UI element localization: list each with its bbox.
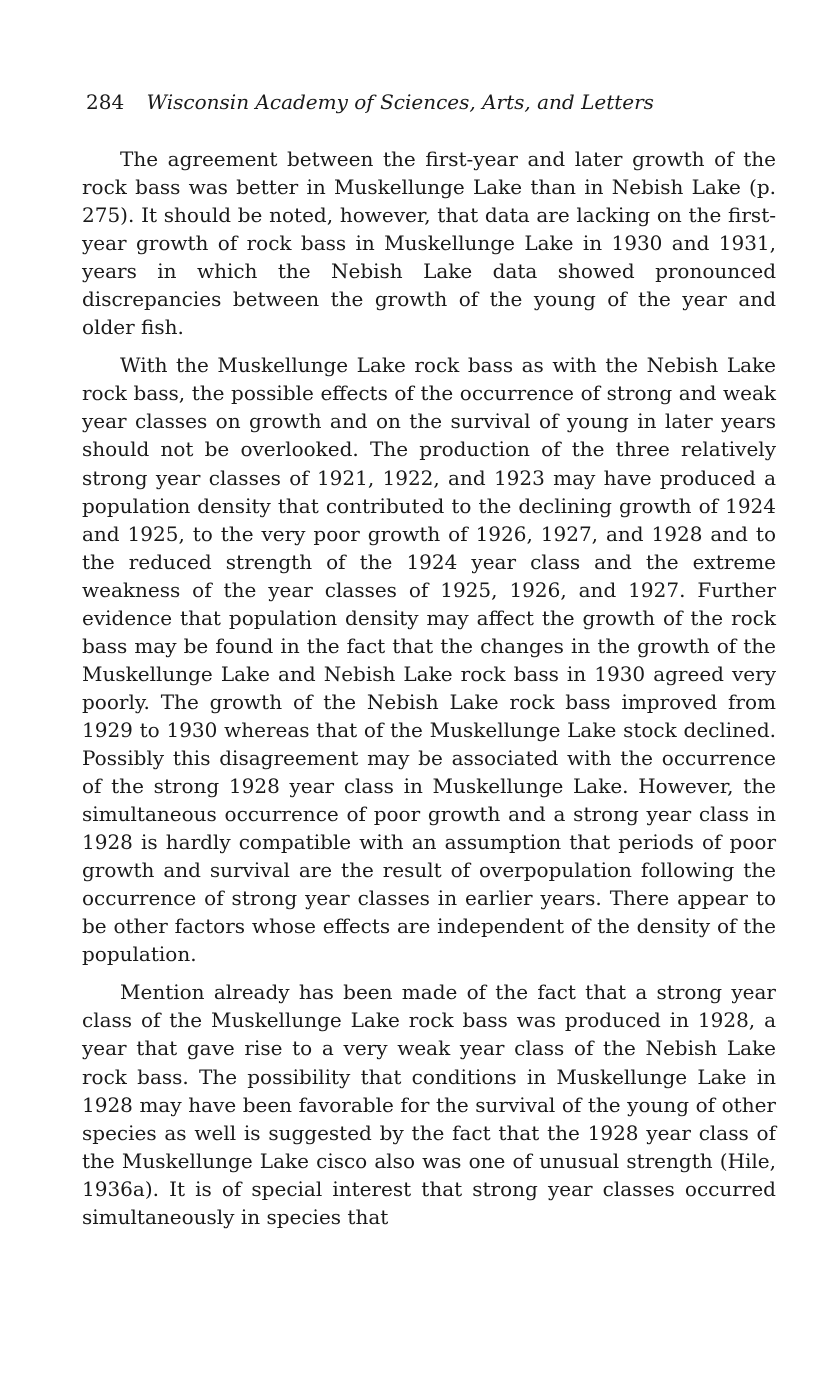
body-text [82,145,776,1241]
paragraph: Mention already has been made of the fact that a strong year class of the Muskellunge Lake rock bass was produced in 1928, a year that gave rise to a very weak year class of the Nebish Lake rock bass. The possibility that conditions in Muskellunge Lake in 1928 may have been favorable for the survival of the young of other species as well is suggested by the fact that the 1928 year class of the Muskellunge Lake cisco also was one of unusual strength (Hile, 1936a). It is of special interest that strong year classes occurred simultaneously in species that [82,980,776,1229]
paragraph: The agreement between the first-year and later growth of the rock bass was better in Muskellunge Lake than in Nebish Lake (p. 275). It should be noted, however, that data are lacking on the first-year growth of rock bass in Muskellunge Lake in 1930 and 1931, years in which the Nebish Lake data showed pronounced discrepancies between the growth of the young of the year and older fish. [82,147,776,340]
running-head [86,90,786,114]
paragraph: With the Muskellunge Lake rock bass as with the Nebish Lake rock bass, the possible effects of the occurrence of strong and weak year classes on growth and on the survival of young in later years should not be overlooked. The production of the three relatively strong year classes of 1921, 1922, and 1923 may have produced a population density that contributed to the declining growth of 1924 and 1925, to the very poor growth of 1926, 1927, and 1928 and to the reduced strength of the 1924 year class and the extreme weakness of the year classes of 1925, 1926, and 1927. Further evidence that population density may affect the growth of the rock bass may be found in the fact that the changes in the growth of the Muskellunge Lake and Nebish Lake rock bass in 1930 agreed very poorly. The growth of the Nebish Lake rock bass improved from 1929 to 1930 whereas that of the Muskellunge Lake stock declined. Possibly this disagreement may be associated with the occurrence of the strong 1928 year class in Muskellunge Lake. However, the simultaneous occurrence of poor growth and a strong year class in 1928 is hardly compatible with an assumption that periods of poor growth and survival are the result of overpopulation following the occurrence of strong year classes in earlier years. There appear to be other factors whose effects are independent of the density of the population. [82,353,776,967]
journal-title: Wisconsin Academy of Sciences, Arts, and Letters [146,90,654,114]
page-number: 284 [86,90,125,114]
